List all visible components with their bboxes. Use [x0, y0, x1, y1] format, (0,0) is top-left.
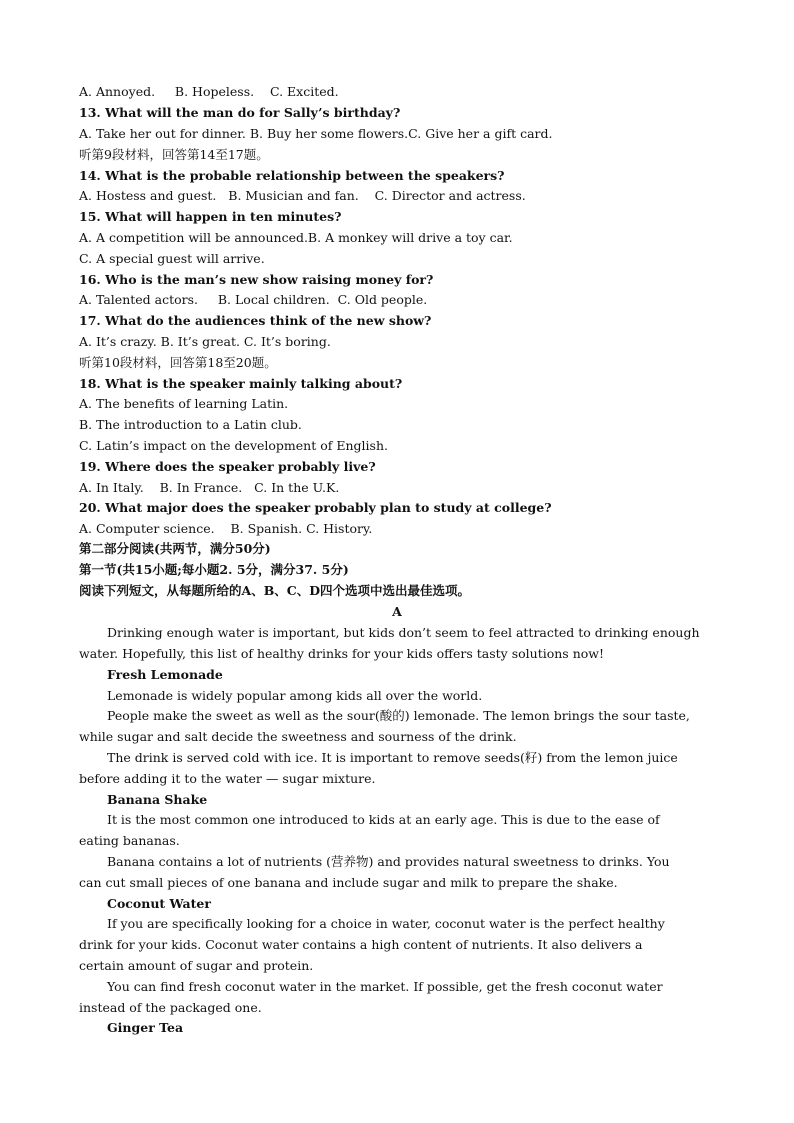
part-two-heading: 第二部分阅读(共两节，满分50分): [79, 541, 271, 556]
answer-option-18a: A. The benefits of learning Latin.: [79, 396, 289, 411]
passage-intro-line-2: water. Hopefully, this list of healthy drinks for your kids offers tasty solutions now!: [79, 646, 604, 661]
banana-para-1-line-1: It is the most common one introduced to kids at an early age. This is due to the ease of: [107, 812, 660, 827]
answer-options-16: A. Talented actors. B. Local children. C. Old people.: [79, 292, 428, 307]
passage-label: A: [392, 604, 402, 619]
answer-options-15a: A. A competition will be announced.B. A monkey will drive a toy car.: [79, 230, 513, 245]
lemonade-para-3-line-1: The drink is served cold with ice. It is important to remove seeds(籽) from the lemon juice: [107, 750, 678, 765]
answer-options-17: A. It’s crazy. B. It’s great. C. It’s boring.: [79, 334, 331, 349]
question-15: 15. What will happen in ten minutes?: [79, 209, 342, 224]
heading-banana-shake: Banana Shake: [107, 792, 208, 807]
section-instruction-9: 听第9段材料，回答第14至17题。: [79, 147, 269, 162]
answer-options-14: A. Hostess and guest. B. Musician and fan. C. Director and actress.: [79, 188, 526, 203]
question-20: 20. What major does the speaker probably plan to study at college?: [79, 500, 552, 515]
question-18: 18. What is the speaker mainly talking about?: [79, 376, 403, 391]
passage-intro-line-1: Drinking enough water is important, but kids don’t seem to feel attracted to drinking enough: [107, 625, 700, 640]
coconut-para-2-line-1: You can find fresh coconut water in the market. If possible, get the fresh coconut water: [107, 979, 663, 994]
answer-options-12: A. Annoyed. B. Hopeless. C. Excited.: [79, 84, 339, 99]
question-14: 14. What is the probable relationship between the speakers?: [79, 168, 505, 183]
heading-coconut-water: Coconut Water: [107, 896, 211, 911]
coconut-para-1-line-1: If you are specifically looking for a choice in water, coconut water is the perfect healthy: [107, 916, 665, 931]
reading-instruction: 阅读下列短文，从每题所给的A、B、C、D四个选项中选出最佳选项。: [79, 583, 471, 598]
answer-options-20: A. Computer science. B. Spanish. C. History.: [79, 521, 373, 536]
answer-options-15b: C. A special guest will arrive.: [79, 251, 265, 266]
question-13: 13. What will the man do for Sally’s birthday?: [79, 105, 401, 120]
answer-option-18c: C. Latin’s impact on the development of English.: [79, 438, 388, 453]
answer-options-19: A. In Italy. B. In France. C. In the U.K.: [79, 480, 340, 495]
lemonade-para-3-line-2: before adding it to the water — sugar mixture.: [79, 771, 376, 786]
answer-option-18b: B. The introduction to a Latin club.: [79, 417, 302, 432]
heading-ginger-tea: Ginger Tea: [107, 1020, 184, 1035]
question-16: 16. Who is the man’s new show raising money for?: [79, 272, 434, 287]
question-17: 17. What do the audiences think of the new show?: [79, 313, 432, 328]
heading-fresh-lemonade: Fresh Lemonade: [107, 667, 223, 682]
question-19: 19. Where does the speaker probably live?: [79, 459, 376, 474]
section-one-heading: 第一节(共15小题;每小题2. 5分，满分37. 5分): [79, 562, 349, 577]
coconut-para-1-line-3: certain amount of sugar and protein.: [79, 958, 314, 973]
banana-para-2-line-1: Banana contains a lot of nutrients (营养物) and provides natural sweetness to drinks. You: [107, 854, 670, 869]
lemonade-para-2-line-1: People make the sweet as well as the sour(酸的) lemonade. The lemon brings the sour taste,: [107, 708, 690, 723]
lemonade-para-1: Lemonade is widely popular among kids all over the world.: [107, 688, 483, 703]
coconut-para-1-line-2: drink for your kids. Coconut water contains a high content of nutrients. It also delivers a: [79, 937, 643, 952]
coconut-para-2-line-2: instead of the packaged one.: [79, 1000, 262, 1015]
lemonade-para-2-line-2: while sugar and salt decide the sweetness and sourness of the drink.: [79, 729, 517, 744]
answer-options-13: A. Take her out for dinner. B. Buy her some flowers.C. Give her a gift card.: [79, 126, 553, 141]
banana-para-2-line-2: can cut small pieces of one banana and include sugar and milk to prepare the shake.: [79, 875, 618, 890]
section-instruction-10: 听第10段材料，回答第18至20题。: [79, 355, 277, 370]
banana-para-1-line-2: eating bananas.: [79, 833, 180, 848]
